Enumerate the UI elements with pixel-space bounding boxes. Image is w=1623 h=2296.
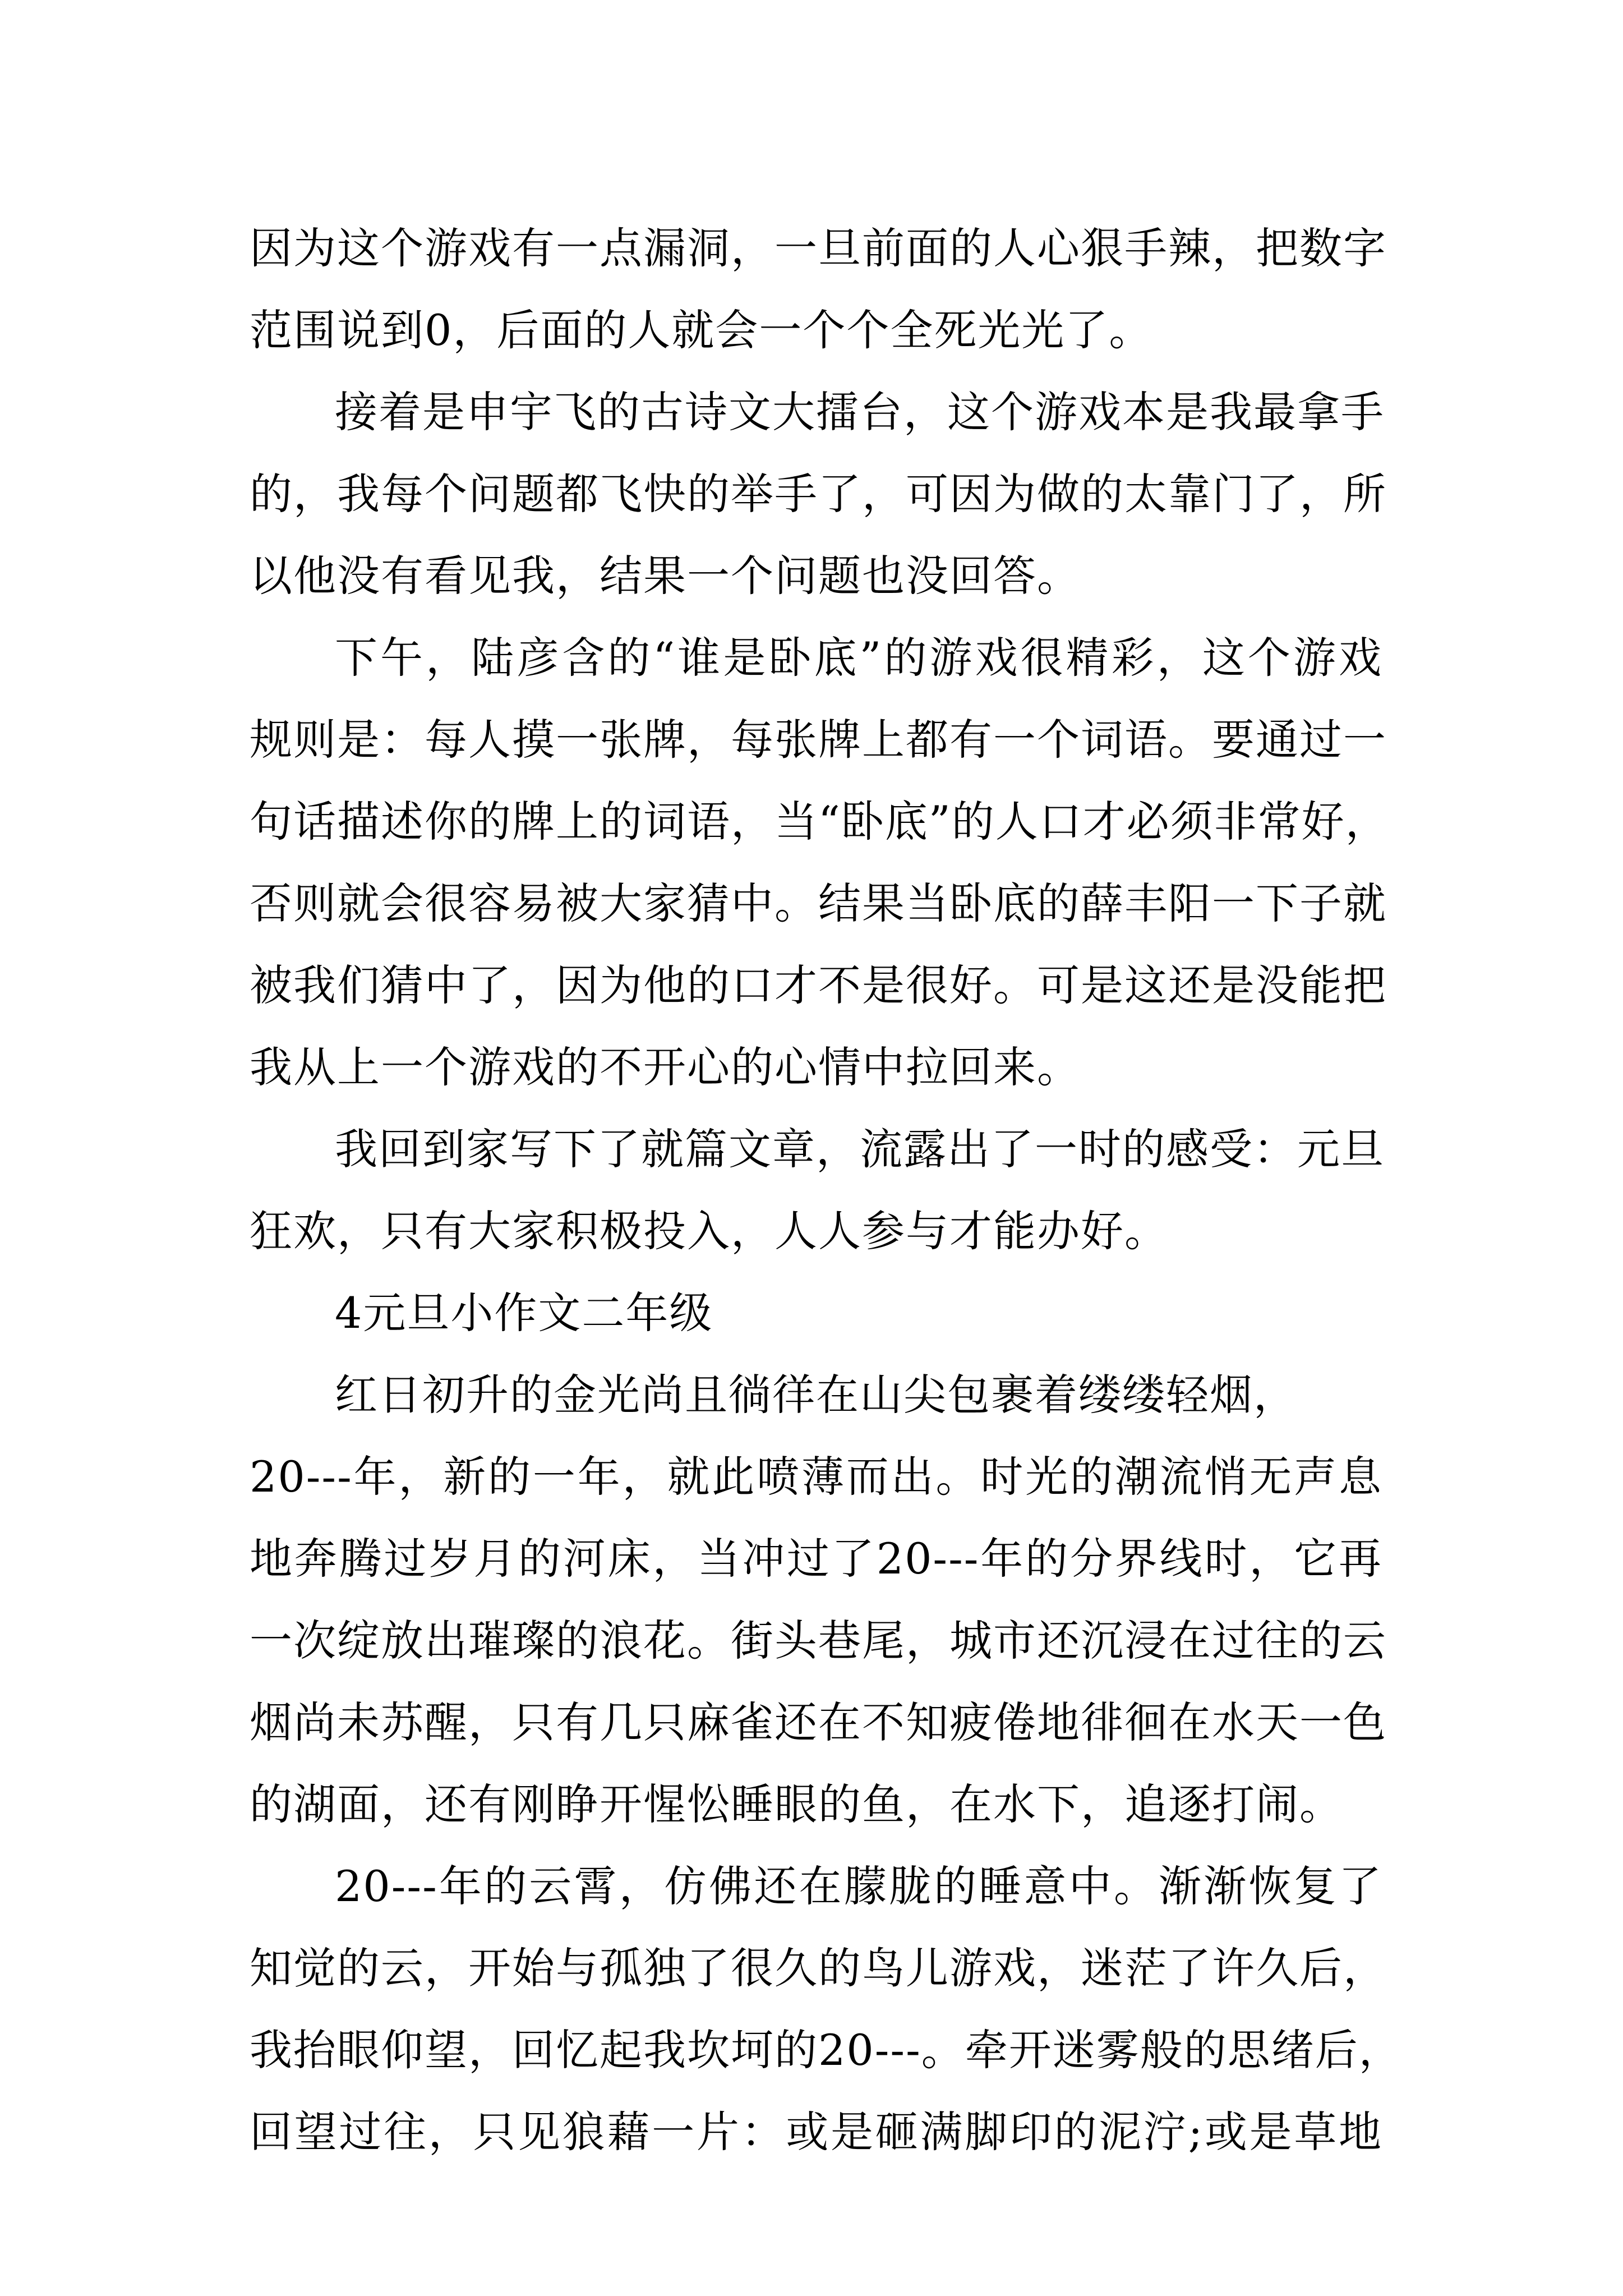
text-line: 否则就会很容易被大家猜中。结果当卧底的薛丰阳一下子就 — [250, 878, 1387, 928]
text-line: 回望过往，只见狼藉一片：或是砸满脚印的泥泞;或是草地 — [250, 2107, 1382, 2157]
paragraph-6 — [250, 1846, 1403, 2173]
text-line: 20---年，新的一年，就此喷薄而出。时光的潮流悄无声息 — [250, 1452, 1382, 1502]
text-line: 接着是申宇飞的古诗文大擂台，这个游戏本是我最拿手 — [335, 387, 1385, 437]
text-line: 句话描述你的牌上的词语，当“卧底”的人口才必须非常好， — [250, 797, 1389, 846]
text-line: 知觉的云，开始与孤独了很久的鸟儿游戏，迷茫了许久后， — [250, 1943, 1387, 1993]
paragraph-4 — [250, 1108, 1385, 1272]
text-line: 我从上一个游戏的不开心的心情中拉回来。 — [250, 1042, 1081, 1092]
text-line: 范围说到0，后面的人就会一个个全死光光了。 — [250, 305, 1153, 355]
paragraph-2 — [250, 371, 1387, 617]
text-line: 我回到家写下了就篇文章，流露出了一时的感受：元旦 — [335, 1124, 1385, 1174]
document-body — [250, 208, 1403, 2173]
text-line: 因为这个游戏有一点漏洞，一旦前面的人心狠手辣，把数字 — [250, 223, 1387, 273]
section-heading-wrapper — [250, 1272, 1382, 1354]
text-line: 以他没有看见我，结果一个问题也没回答。 — [250, 551, 1081, 601]
text-line: 的湖面，还有刚睁开惺忪睡眼的鱼，在水下，追逐打闹。 — [250, 1779, 1343, 1829]
text-line: 一次绽放出璀璨的浪花。街头巷尾，城市还沉浸在过往的云 — [250, 1616, 1387, 1665]
text-line: 下午，陆彦含的“谁是卧底”的游戏很精彩，这个游戏 — [335, 633, 1382, 683]
text-line: 烟尚未苏醒，只有几只麻雀还在不知疲倦地徘徊在水天一色 — [250, 1697, 1387, 1747]
text-line: 被我们猜中了，因为他的口才不是很好。可是这还是没能把 — [250, 960, 1387, 1010]
paragraph-5 — [250, 1354, 1387, 1846]
text-line: 红日初升的金光尚且徜徉在山尖包裹着缕缕轻烟， — [335, 1370, 1297, 1420]
text-line: 规则是：每人摸一张牌，每张牌上都有一个词语。要通过一 — [250, 715, 1387, 765]
text-line: 的，我每个问题都飞快的举手了，可因为做的太靠门了，所 — [250, 469, 1387, 519]
section-heading: 4元旦小作文二年级 — [335, 1288, 713, 1338]
text-line: 地奔腾过岁月的河床，当冲过了20---年的分界线时，它再 — [250, 1534, 1382, 1584]
paragraph-3 — [250, 617, 1389, 1108]
text-line: 20---年的云霄，仿佛还在朦胧的睡意中。渐渐恢复了 — [335, 1861, 1382, 1911]
text-line: 我抬眼仰望，回忆起我坎坷的20---。牵开迷雾般的思绪后， — [250, 2025, 1403, 2075]
text-line: 狂欢，只有大家积极投入，人人参与才能办好。 — [250, 1206, 1168, 1256]
paragraph-1 — [250, 208, 1387, 371]
